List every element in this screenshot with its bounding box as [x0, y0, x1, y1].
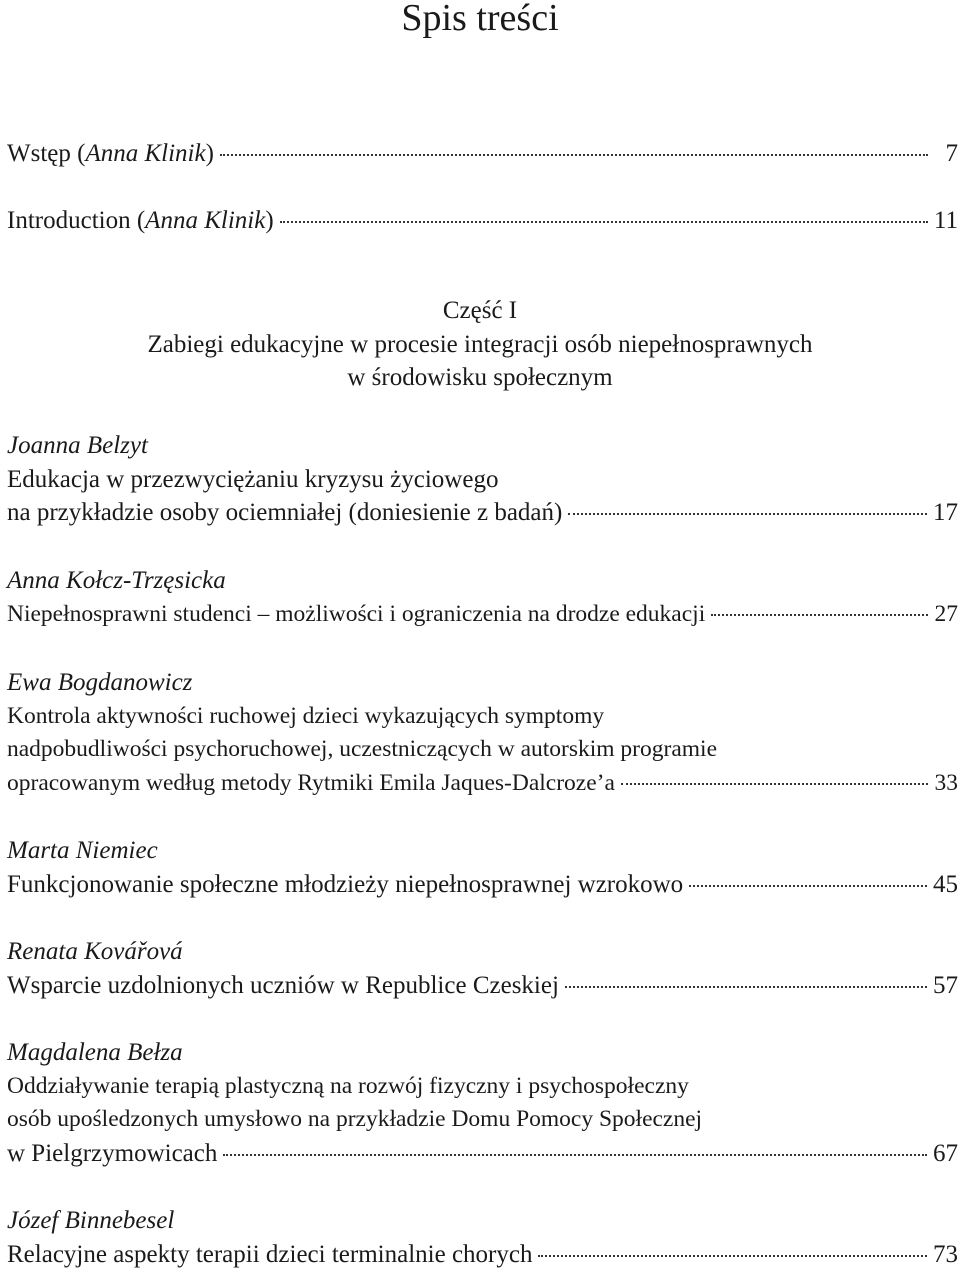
- page-number: 17: [933, 499, 958, 527]
- toc-entry-article[interactable]: [7, 1036, 958, 1171]
- dot-leader: [538, 1255, 927, 1257]
- article-title-line: Relacyjne aspekty terapii dzieci terminalnie chorych: [7, 1240, 533, 1268]
- article-title-line: Funkcjonowanie społeczne młodzieży niepełnosprawnej wzrokowo: [7, 870, 684, 898]
- dot-leader: [621, 783, 928, 785]
- article-author: Renata Kovářová: [7, 938, 183, 965]
- part-label: Część I: [442, 297, 518, 324]
- part-title-line: w środowisku społecznym: [347, 364, 613, 392]
- article-author: Anna Kołcz-Trzęsicka: [7, 567, 226, 594]
- part-heading: [0, 294, 960, 395]
- toc-entry-wstep[interactable]: [7, 137, 958, 171]
- dot-leader: [568, 513, 927, 515]
- article-title-line: Kontrola aktywności ruchowej dzieci wykazujących symptomy: [7, 702, 605, 729]
- article-author: Joanna Belzyt: [7, 432, 148, 459]
- entry-title: Wstęp (Anna Klinik): [7, 140, 214, 167]
- toc-entry-article[interactable]: [7, 935, 958, 1002]
- entry-title: Introduction (Anna Klinik): [7, 207, 274, 234]
- article-author: Marta Niemiec: [7, 837, 158, 864]
- article-title-line: na przykładzie osoby ociemniałej (doniesienie z badań): [7, 499, 563, 527]
- article-title-line: Niepełnosprawni studenci – możliwości i ograniczenia na drodze edukacji: [7, 600, 706, 627]
- article-author: Magdalena Bełza: [7, 1039, 183, 1066]
- page-number: 27: [934, 600, 958, 627]
- page-title: Spis treści: [401, 0, 559, 39]
- page-number: 67: [933, 1140, 958, 1168]
- page-number: 45: [933, 870, 958, 898]
- article-author: Józef Binnebesel: [7, 1207, 175, 1234]
- toc-entry-introduction[interactable]: [7, 204, 958, 238]
- article-title-line: Oddziaływanie terapią plastyczną na rozwój fizyczny i psychospołeczny: [7, 1072, 689, 1099]
- page-number: 33: [934, 770, 958, 797]
- page-number: 11: [933, 207, 958, 234]
- dot-leader: [220, 154, 928, 156]
- article-title-line: Wsparcie uzdolnionych uczniów w Republice Czeskiej: [7, 971, 559, 999]
- dot-leader: [223, 1154, 927, 1156]
- page-number: 73: [933, 1240, 958, 1268]
- toc-entry-article[interactable]: [7, 1204, 958, 1271]
- dot-leader: [689, 885, 927, 887]
- article-title-line: opracowanym według metody Rytmiki Emila Jaques-Dalcroze’a: [7, 770, 615, 797]
- toc-entry-article[interactable]: [7, 429, 958, 530]
- article-title-line: Edukacja w przezwyciężaniu kryzysu życiowego: [7, 465, 499, 493]
- toc-entry-article[interactable]: [7, 666, 958, 801]
- part-title-line: Zabiegi edukacyjne w procesie integracji osób niepełnosprawnych: [147, 330, 813, 358]
- page-number: 57: [933, 971, 958, 999]
- dot-leader: [711, 614, 928, 616]
- toc-entry-article[interactable]: [7, 834, 958, 901]
- article-author: Ewa Bogdanowicz: [7, 669, 193, 696]
- article-title-line: nadpobudliwości psychoruchowej, uczestniczących w autorskim programie: [7, 736, 718, 763]
- dot-leader: [280, 221, 928, 223]
- toc-entry-article[interactable]: [7, 564, 958, 631]
- article-title-line: osób upośledzonych umysłowo na przykładzie Domu Pomocy Społecznej: [7, 1106, 703, 1133]
- article-title-line: w Pielgrzymowicach: [7, 1140, 218, 1168]
- dot-leader: [565, 986, 927, 988]
- page-number: 7: [945, 140, 958, 167]
